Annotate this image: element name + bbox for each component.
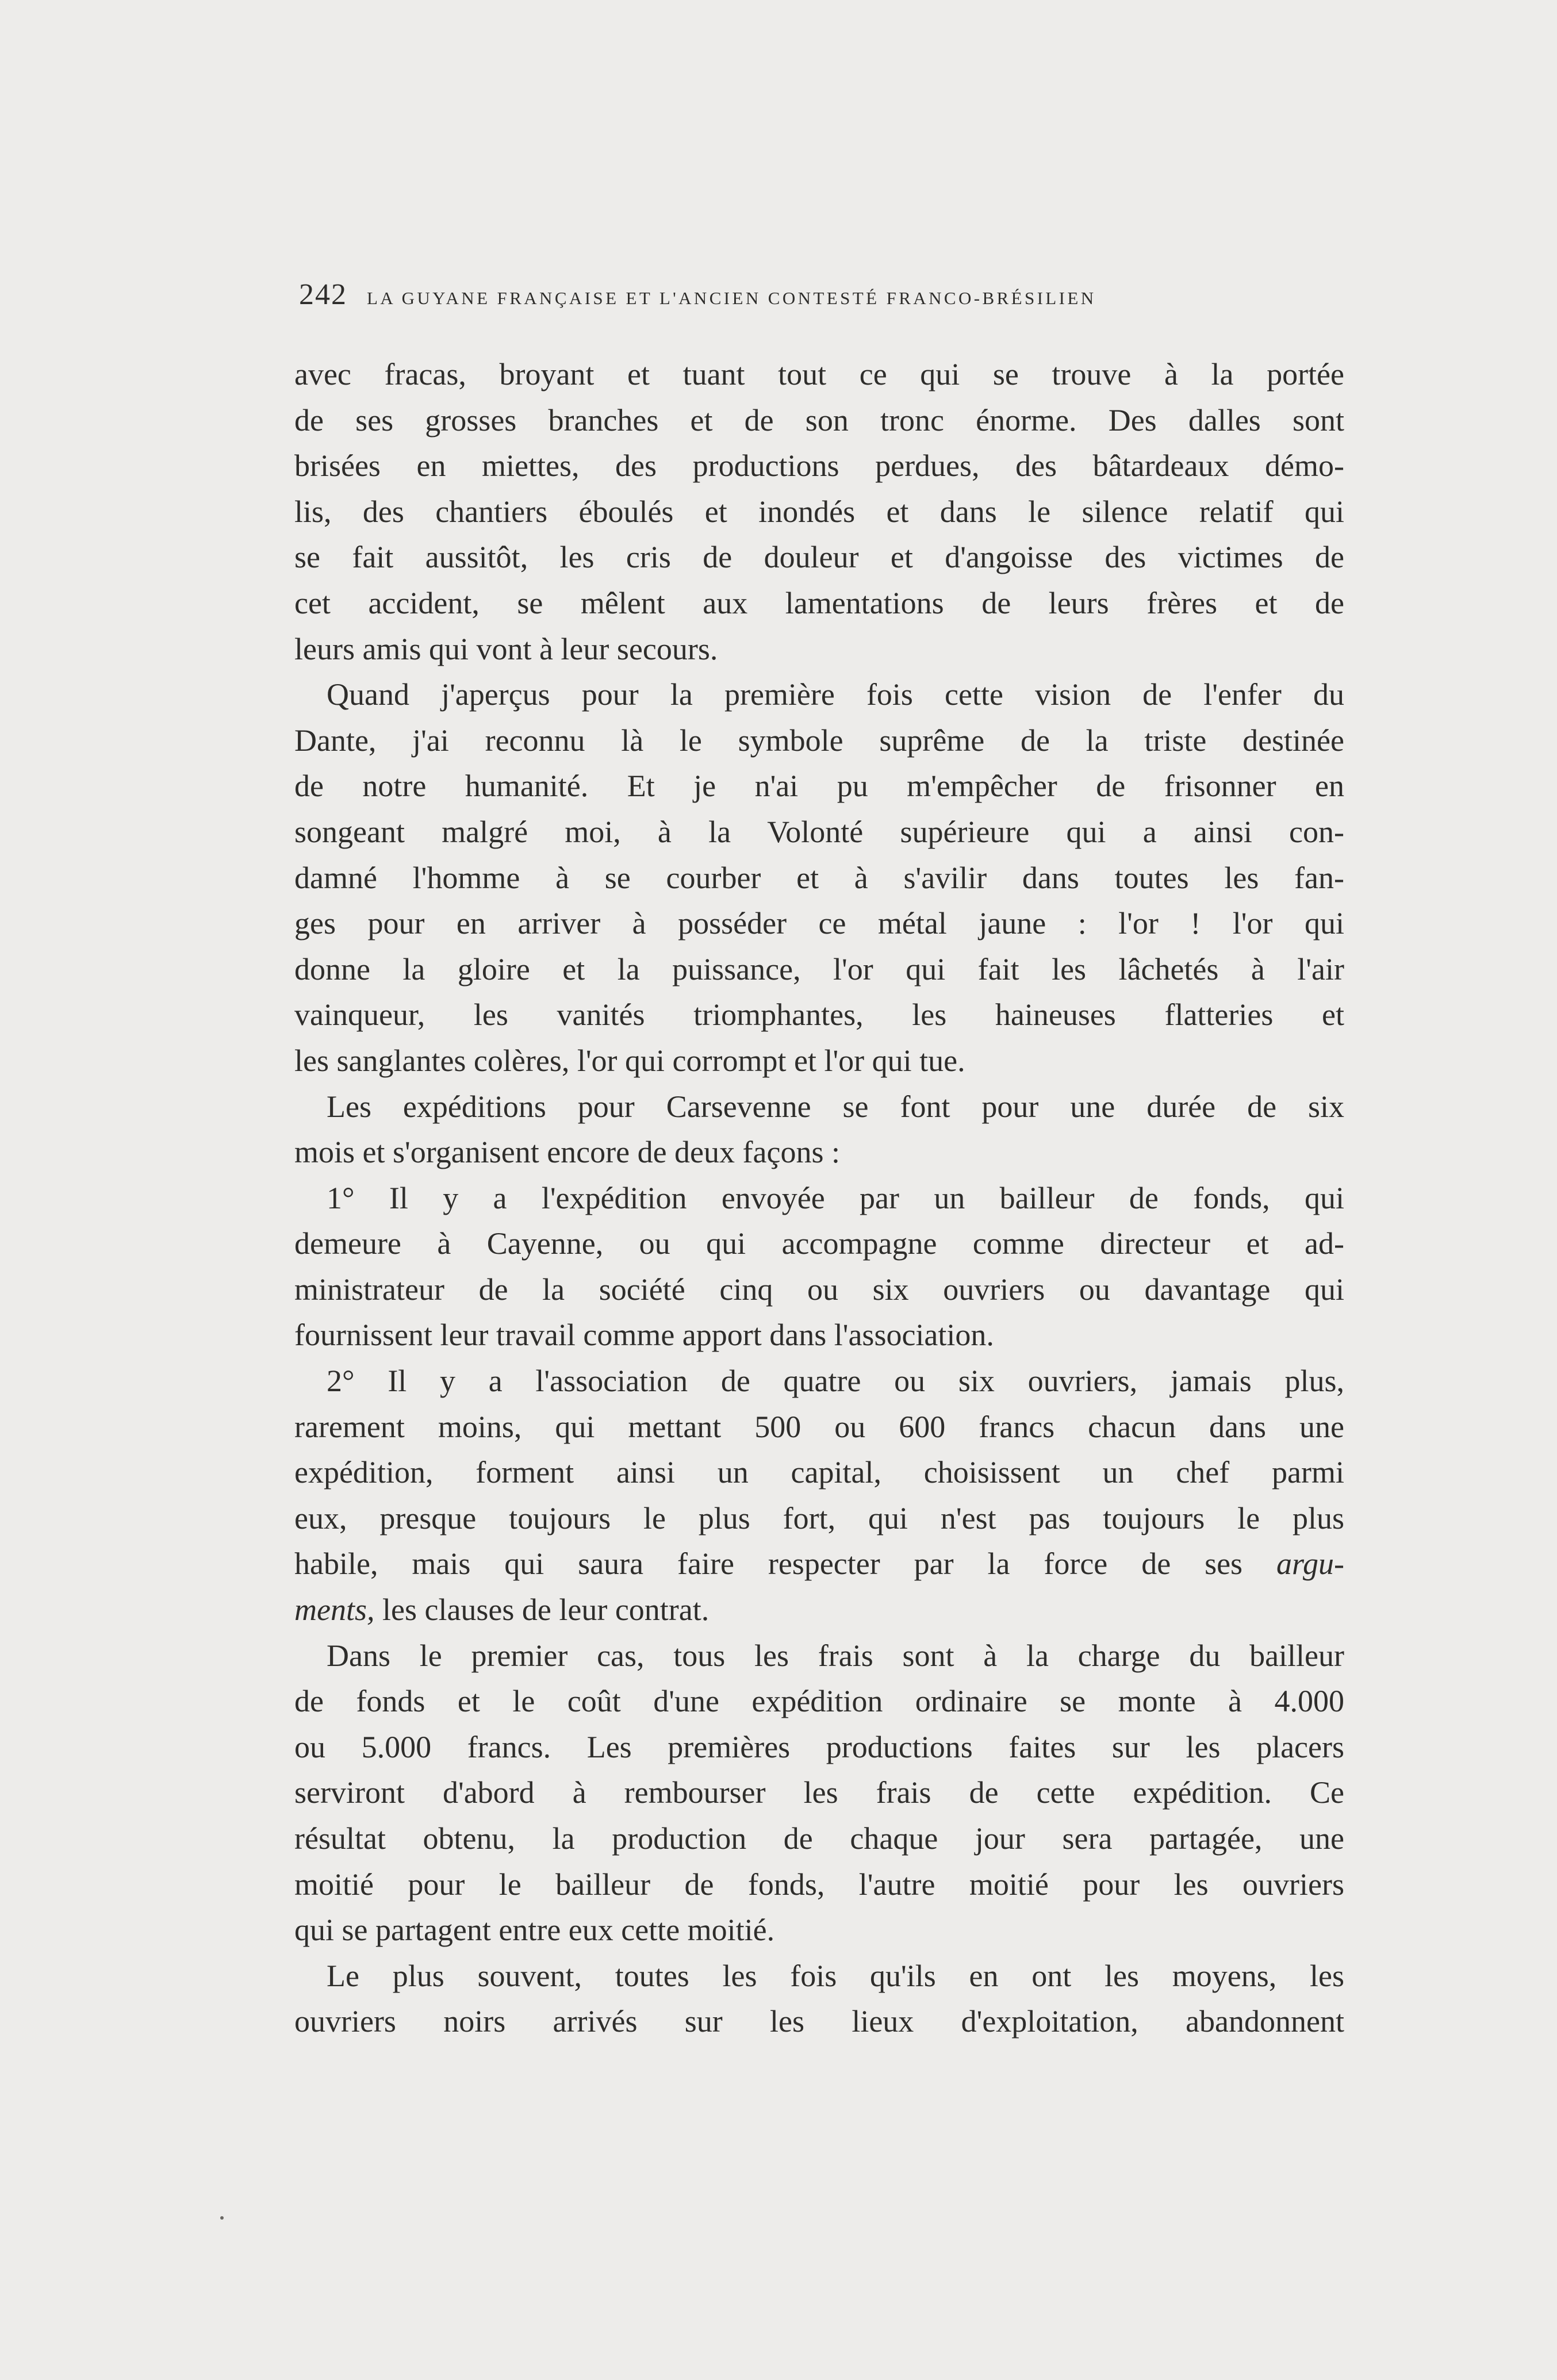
- text-line: de ses grosses branches et de son tronc énorme. Des dalles sont: [294, 402, 1344, 437]
- text-line: les sanglantes colères, l'or qui corrompt et l'or qui tue.: [294, 1043, 965, 1078]
- text-line: mois et s'organisent encore de deux façons :: [294, 1135, 840, 1170]
- text-line: ministrateur de la société cinq ou six ouvriers ou davantage qui: [294, 1272, 1344, 1307]
- text-line-with-italic: [294, 1587, 1344, 1633]
- text-line: ges pour en arriver à posséder ce métal jaune : l'or ! l'or qui: [294, 906, 1344, 941]
- text-line: de notre humanité. Et je n'ai pu m'empêcher de frisonner en: [294, 769, 1344, 804]
- text-line: serviront d'abord à rembourser les frais de cette expédition. Ce: [294, 1775, 1344, 1810]
- text-line: rarement moins, qui mettant 500 ou 600 francs chacun dans une: [294, 1409, 1344, 1444]
- text-line: eux, presque toujours le plus fort, qui n'est pas toujours le plus: [294, 1500, 1344, 1536]
- text-line: damné l'homme à se courber et à s'avilir dans toutes les fan-: [294, 860, 1344, 895]
- text-line: 1° Il y a l'expédition envoyée par un bailleur de fonds, qui: [327, 1180, 1344, 1215]
- text-line: Dans le premier cas, tous les frais sont à la charge du bailleur: [327, 1638, 1344, 1673]
- text-line: de fonds et le coût d'une expédition ordinaire se monte à 4.000: [294, 1684, 1344, 1719]
- text-line: brisées en miettes, des productions perdues, des bâtardeaux démo-: [294, 448, 1344, 483]
- text-line: 2° Il y a l'association de quatre ou six ouvriers, jamais plus,: [327, 1364, 1344, 1399]
- text-line: cet accident, se mêlent aux lamentations de leurs frères et de: [294, 585, 1344, 620]
- text-line: vainqueur, les vanités triomphantes, les haineuses flatteries et: [294, 997, 1344, 1032]
- text-line: qui se partagent entre eux cette moitié.: [294, 1913, 775, 1948]
- italic-word: argu-: [1276, 1546, 1344, 1581]
- text-line-with-italic: [294, 1541, 1344, 1587]
- running-title: LA GUYANE FRANÇAISE ET L'ANCIEN CONTESTÉ FRANCO-BRÉSILIEN: [367, 288, 1096, 308]
- text-segment: habile, mais qui saura faire respecter par la force de ses: [294, 1546, 1243, 1581]
- text-line: donne la gloire et la puissance, l'or qui fait les lâchetés à l'air: [294, 951, 1344, 986]
- text-line: songeant malgré moi, à la Volonté supérieure qui a ainsi con-: [294, 814, 1344, 849]
- text-line: se fait aussitôt, les cris de douleur et d'angoisse des victimes de: [294, 540, 1344, 575]
- page-number: 242: [299, 278, 347, 311]
- text-line: demeure à Cayenne, ou qui accompagne comme directeur et ad-: [294, 1226, 1344, 1261]
- body-text: [294, 352, 1344, 2045]
- text-line: leurs amis qui vont à leur secours.: [294, 631, 718, 666]
- text-line: lis, des chantiers éboulés et inondés et dans le silence relatif qui: [294, 494, 1344, 529]
- page-header: [299, 278, 1276, 318]
- text-line: avec fracas, broyant et tuant tout ce qui se trouve à la portée: [294, 357, 1344, 391]
- text-line: Le plus souvent, toutes les fois qu'ils en ont les moyens, les: [327, 1958, 1344, 1993]
- text-line: expédition, forment ainsi un capital, choisissent un chef parmi: [294, 1455, 1344, 1490]
- text-line: ouvriers noirs arrivés sur les lieux d'exploitation, abandonnent: [294, 2004, 1344, 2039]
- text-line: fournissent leur travail comme apport dans l'association.: [294, 1318, 994, 1353]
- text-line: Dante, j'ai reconnu là le symbole suprême de la triste destinée: [294, 723, 1344, 758]
- italic-word: ments,: [294, 1592, 375, 1627]
- text-line: ou 5.000 francs. Les premières productions faites sur les placers: [294, 1729, 1344, 1764]
- text-line: Quand j'aperçus pour la première fois cette vision de l'enfer du: [327, 677, 1344, 712]
- text-line: Les expéditions pour Carsevenne se font pour une durée de six: [327, 1089, 1344, 1124]
- text-segment: les clauses de leur contrat.: [374, 1592, 710, 1627]
- text-line: moitié pour le bailleur de fonds, l'autre moitié pour les ouvriers: [294, 1867, 1344, 1902]
- paper-speck: [220, 2216, 224, 2220]
- text-line: résultat obtenu, la production de chaque jour sera partagée, une: [294, 1821, 1344, 1856]
